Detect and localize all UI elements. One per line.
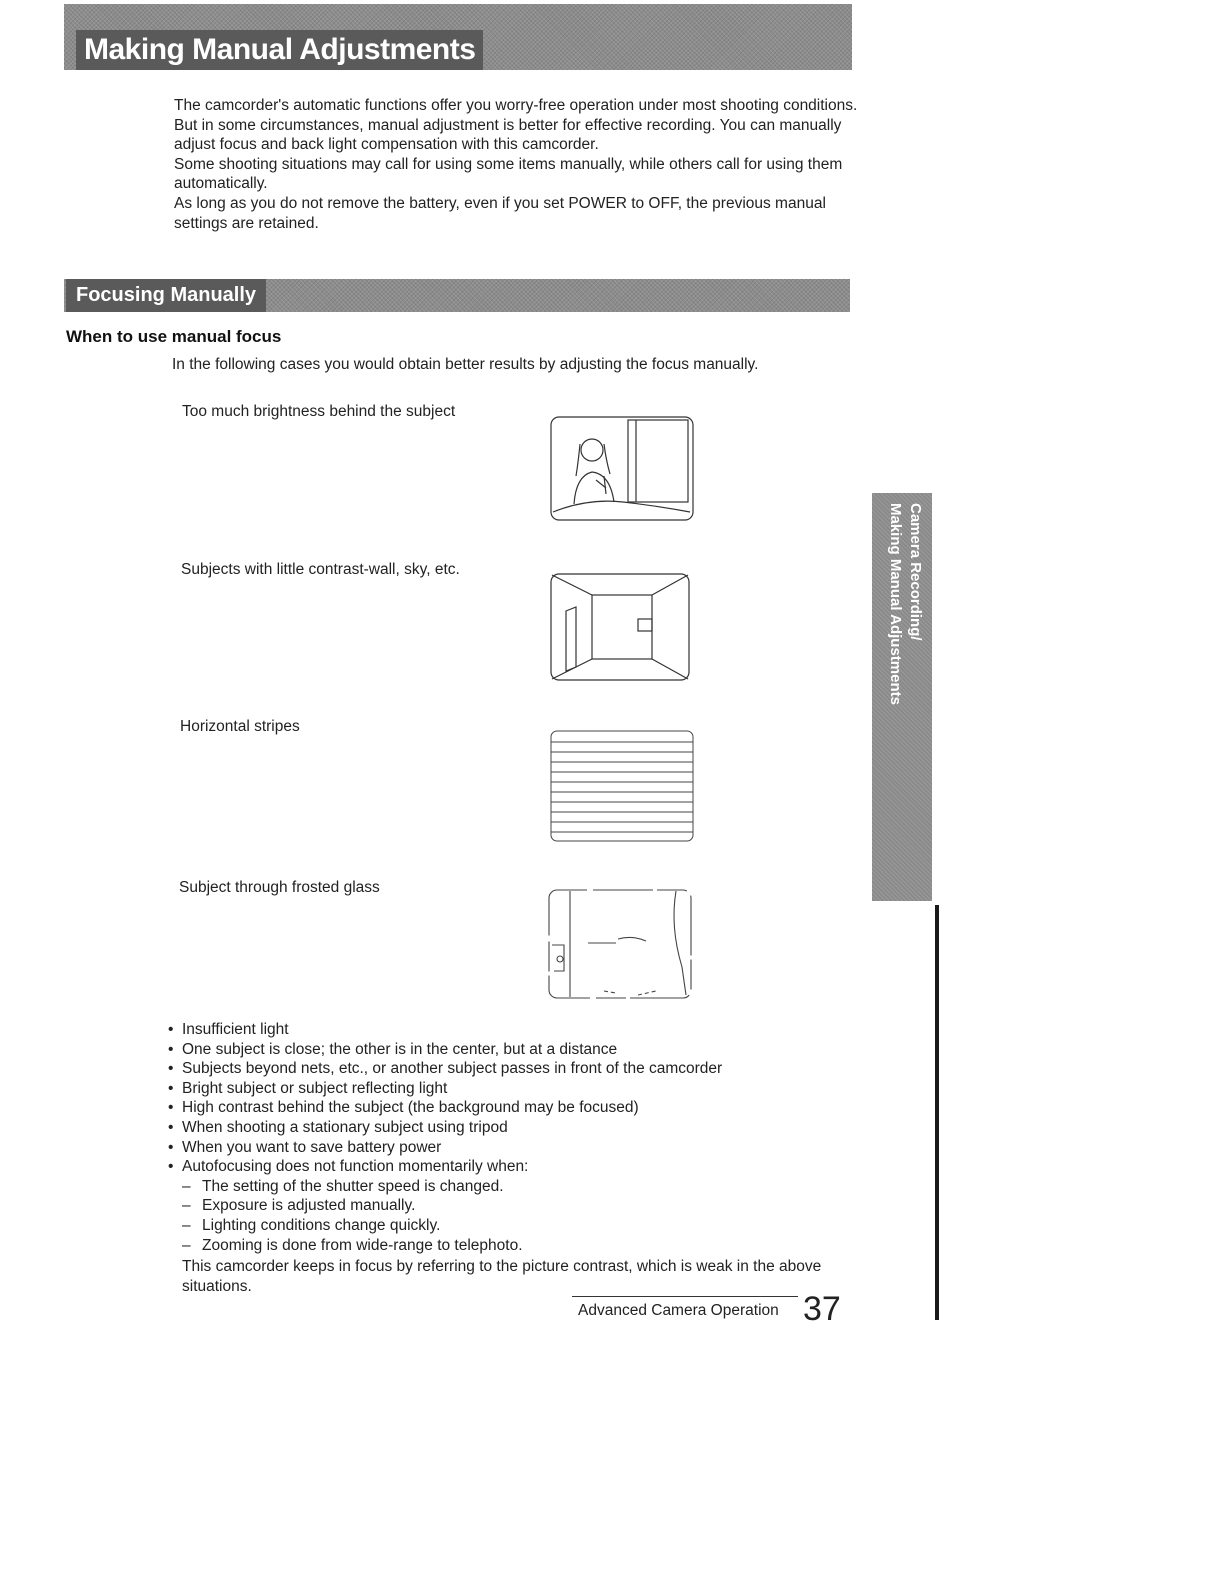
sub-list-item: – Lighting conditions change quickly. — [182, 1216, 866, 1236]
closing-note: This camcorder keeps in focus by referring to the picture contrast, which is weak in the above situations. — [182, 1258, 822, 1295]
frame — [551, 574, 689, 680]
intro-text — [174, 96, 864, 233]
page-number: 37 — [803, 1290, 841, 1328]
list-item-autofocus — [166, 1157, 866, 1255]
title-banner — [64, 4, 852, 70]
list-item: • High contrast behind the subject (the background may be focused) — [166, 1098, 866, 1118]
sub-list-item: – The setting of the shutter speed is changed. — [182, 1177, 866, 1197]
sub-list-item: – Exposure is adjusted manually. — [182, 1196, 866, 1216]
case-label-frosted: Subject through frosted glass — [179, 879, 380, 896]
horizontal-stripes-illustration — [548, 728, 696, 844]
stripes — [551, 742, 693, 832]
list-item: • One subject is close; the other is in the center, but at a distance — [166, 1040, 866, 1060]
intro-paragraph: As long as you do not remove the battery, even if you set POWER to OFF, the previous manual settings are retained. — [174, 194, 826, 232]
footer-rule — [572, 1296, 798, 1297]
chapter-side-tab — [872, 493, 932, 901]
sub-list-item: – Zooming is done from wide-range to telephoto. — [182, 1236, 866, 1256]
lead-text: In the following cases you would obtain better results by adjusting the focus manually. — [172, 356, 759, 373]
person-head — [581, 439, 603, 461]
side-tab-line1: Camera Recording/ — [907, 503, 924, 641]
focus-cases-list — [166, 1020, 866, 1255]
frame — [551, 731, 693, 841]
door — [566, 607, 576, 671]
subheading: When to use manual focus — [66, 327, 282, 346]
case-label-stripes: Horizontal stripes — [180, 718, 300, 735]
list-item: • When you want to save battery power — [166, 1138, 866, 1158]
frosted-glass-illustration — [546, 887, 696, 1001]
list-item: • Bright subject or subject reflecting light — [166, 1079, 866, 1099]
backlit-subject-illustration — [548, 414, 698, 524]
page-title: Making Manual Adjustments — [76, 30, 483, 70]
section-title: Focusing Manually — [66, 279, 266, 312]
case-label-brightness: Too much brightness behind the subject — [182, 403, 456, 420]
section-banner — [64, 279, 850, 312]
side-tab-label — [880, 503, 925, 705]
footer-section-name: Advanced Camera Operation — [578, 1302, 779, 1319]
back-wall — [592, 595, 652, 659]
side-tab-line2: Making Manual Adjustments — [887, 503, 904, 705]
list-item-text: Autofocusing does not function momentarily when: — [182, 1158, 529, 1176]
list-item: • When shooting a stationary subject using tripod — [166, 1118, 866, 1138]
picture-frame — [638, 619, 652, 631]
sub-list — [182, 1177, 866, 1255]
list-item: • Subjects beyond nets, etc., or another subject passes in front of the camcorder — [166, 1059, 866, 1079]
case-label-contrast: Subjects with little contrast-wall, sky, etc. — [181, 561, 460, 578]
frame — [551, 417, 693, 520]
list-item: • Insufficient light — [166, 1020, 866, 1040]
side-rule — [935, 905, 939, 1320]
intro-paragraph: The camcorder's automatic functions offer you worry-free operation under most shooting conditions. But in some circumstances, manual adjustment is better for effective recording. You can manually adjust focus and back light compensation with this camcorder. — [174, 97, 858, 154]
low-contrast-room-illustration — [548, 571, 692, 683]
intro-paragraph: Some shooting situations may call for using some items manually, while others call for using them automatically. — [174, 155, 843, 193]
window — [628, 420, 688, 502]
